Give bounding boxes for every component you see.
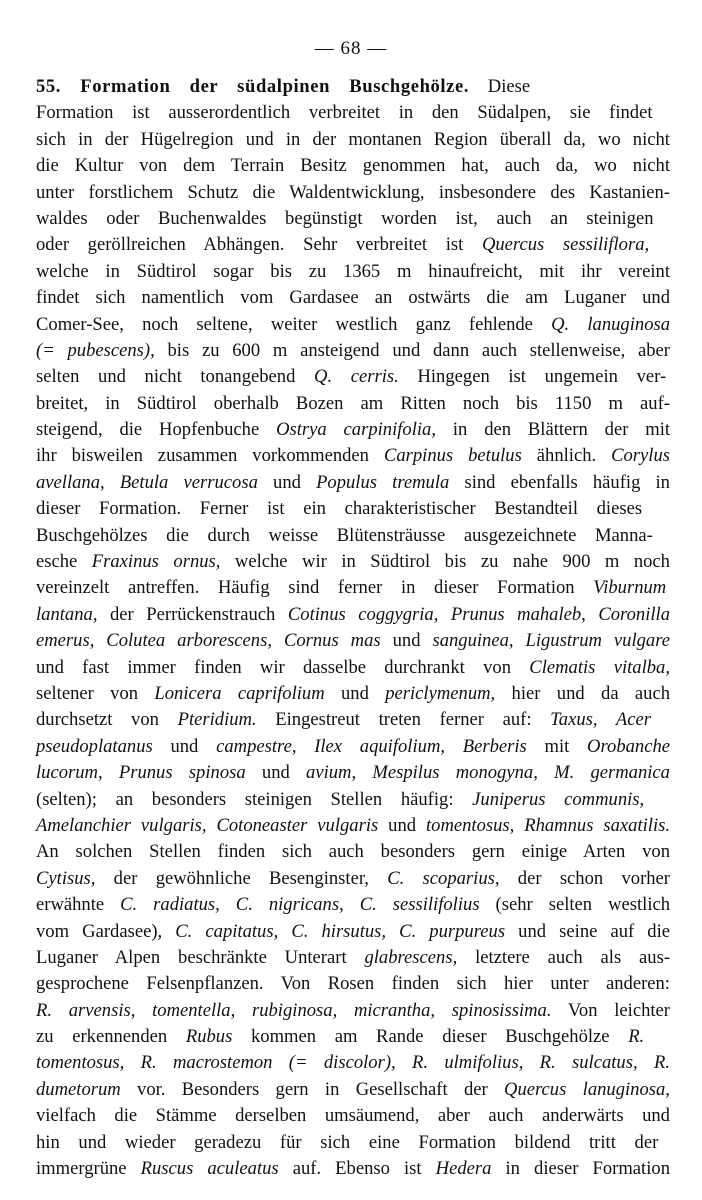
text-segment: vereinzelt antreffen. Häufig sind ferner in dieser Formation: [36, 577, 594, 599]
italic-text: avium, Mespilus monogyna, M. germanica: [306, 762, 670, 784]
text-segment: selten und nicht tonangebend: [36, 366, 315, 388]
italic-text: Ostrya carpinifolia,: [276, 419, 437, 441]
text-segment: in dieser Formation: [491, 1158, 670, 1180]
text-segment: Eingestreut treten ferner auf:: [256, 709, 551, 731]
text-segment: welche wir in Südtirol bis zu nahe 900 m noch: [220, 551, 670, 573]
text-segment: dieser Formation. Ferner ist ein charakteristischer Bestandteil dieses: [36, 498, 643, 520]
italic-text: pseudoplatanus: [36, 735, 153, 757]
italic-text: Populus tremula: [316, 471, 450, 493]
text-line: [36, 285, 670, 311]
italic-text: sanguinea, Ligustrum vulgare: [432, 630, 671, 652]
text-line: [36, 206, 670, 232]
text-line: [36, 760, 670, 786]
italic-text: Clematis vitalba,: [529, 656, 670, 678]
text-segment: und: [324, 682, 386, 704]
italic-text: Ruscus aculeatus: [140, 1158, 279, 1180]
text-segment: und: [152, 735, 217, 757]
text-line: [36, 259, 670, 285]
text-segment: hier und da auch: [495, 682, 671, 704]
text-line: [36, 1103, 670, 1129]
text-segment: Formation ist ausserordentlich verbreitet in den Südalpen, sie findet: [36, 102, 653, 124]
italic-text: Corylus: [611, 445, 670, 467]
italic-text: lucorum, Prunus spinosa: [36, 762, 246, 784]
text-line: [36, 364, 670, 390]
text-segment: Von leichter: [551, 999, 670, 1021]
text-segment: und: [378, 814, 426, 836]
text-line: [36, 971, 670, 997]
italic-text: Rubus: [185, 1026, 233, 1048]
text-line: [36, 734, 670, 760]
italic-text: dumetorum: [36, 1078, 121, 1100]
text-segment: mit: [526, 735, 588, 757]
text-segment: erwähnte: [36, 894, 121, 916]
text-segment: findet sich namentlich vom Gardasee an ostwärts die am Luganer und: [36, 287, 671, 309]
text-line: [36, 628, 670, 654]
text-line: [36, 945, 670, 971]
italic-text: Viburnum: [593, 577, 667, 599]
text-segment: kommen am Rande dieser Buschgehölze: [232, 1026, 629, 1048]
text-line: [36, 153, 670, 179]
italic-text: Orobanche: [587, 735, 671, 757]
text-line: [36, 443, 670, 469]
italic-text: Lonicera caprifolium: [154, 682, 325, 704]
italic-text: Fraxinus ornus,: [91, 551, 221, 573]
italic-text: Q. lanuginosa: [551, 313, 671, 335]
text-line: [36, 100, 670, 126]
text-line: [36, 575, 670, 601]
text-line: [36, 417, 670, 443]
italic-text: C. radiatus, C. nigricans, C. sessilifolius: [120, 894, 480, 916]
text-line: [36, 813, 670, 839]
text-segment: sind ebenfalls häufig in: [449, 471, 670, 493]
text-segment: und: [245, 762, 307, 784]
italic-text: tomentosus, Rhamnus saxatilis.: [425, 814, 671, 836]
text-segment: Luganer Alpen beschränkte Unterart: [36, 946, 365, 968]
text-line: [36, 1050, 670, 1076]
italic-text: Juniperus communis,: [472, 788, 645, 810]
text-line: [36, 1130, 670, 1156]
text-segment: breitet, in Südtirol oberhalb Bozen am Ritten noch bis 1150 m auf-: [36, 392, 670, 414]
text-segment: und fast immer finden wir dasselbe durchrankt von: [36, 656, 530, 678]
text-segment: ihr bisweilen zusammen vorkommenden: [36, 445, 384, 467]
body-text: [36, 74, 670, 1182]
text-line: [36, 1024, 670, 1050]
text-segment: welche in Südtirol sogar bis zu 1365 m hinaufreicht, mit ihr vereint: [36, 260, 670, 282]
text-line: [36, 1077, 670, 1103]
italic-text: avellana, Betula verrucosa: [36, 471, 258, 493]
section-heading-line: [36, 74, 670, 100]
text-segment: steigend, die Hopfenbuche: [36, 419, 277, 441]
text-segment: gesprochene Felsenpflanzen. Von Rosen finden sich hier unter anderen:: [36, 973, 670, 995]
section-heading: 55. Formation der südalpinen Buschgehölze.: [36, 76, 470, 97]
text-line: [36, 312, 670, 338]
text-line: [36, 892, 670, 918]
text-segment: vor. Besonders gern in Gesellschaft der: [120, 1078, 505, 1100]
text-segment: und: [380, 630, 433, 652]
text-line: [36, 602, 670, 628]
italic-text: lantana,: [36, 603, 98, 625]
text-segment: durchsetzt von: [36, 709, 178, 731]
italic-text: Quercus sessiliflora,: [481, 234, 650, 256]
italic-text: Taxus, Acer: [550, 709, 651, 731]
text-segment: vielfach die Stämme derselben umsäumend, aber auch anderwärts und: [36, 1105, 670, 1127]
italic-text: R. arvensis, tomentella, rubiginosa, micrantha, spinosissima.: [36, 999, 552, 1021]
text-line: [36, 496, 670, 522]
text-segment: der gewöhnliche Besenginster,: [95, 867, 388, 889]
italic-text: Cotinus coggygria, Prunus mahaleb, Coronilla: [287, 603, 670, 625]
text-segment: vom Gardasee),: [36, 920, 176, 942]
italic-text: C. scoparius,: [387, 867, 500, 889]
page-number: — 68 —: [314, 38, 388, 59]
italic-text: Amelanchier vulgaris, Cotoneaster vulgaris: [36, 814, 379, 836]
text-segment: immergrüne: [36, 1158, 141, 1180]
text-line: [36, 998, 670, 1024]
text-line: [36, 180, 670, 206]
italic-text: periclymenum,: [385, 682, 496, 704]
text-segment: Hingegen ist ungemein ver-: [398, 366, 667, 388]
text-segment: in den Blättern der mit: [436, 419, 671, 441]
text-segment: seltener von: [36, 682, 155, 704]
text-line: [36, 127, 670, 153]
text-segment: Buschgehölzes die durch weisse Blütensträusse ausgezeichnete Manna-: [36, 524, 653, 546]
text-line: [36, 839, 670, 865]
text-line: [36, 707, 670, 733]
text-line: [36, 338, 670, 364]
italic-text: campestre, Ilex aquifolium, Berberis: [216, 735, 527, 757]
italic-text: tomentosus, R. macrostemon (= discolor), R. ulmifolius, R. sulcatus, R.: [36, 1052, 670, 1074]
text-segment: ähnlich.: [521, 445, 612, 467]
text-line: [36, 391, 670, 417]
text-segment: esche: [36, 551, 92, 573]
italic-text: Hedera: [435, 1158, 492, 1180]
text-segment: (sehr selten westlich: [479, 894, 671, 916]
text-line: [36, 523, 670, 549]
italic-text: emerus, Colutea arborescens, Cornus mas: [36, 630, 381, 652]
text-segment: sich in der Hügelregion und in der montanen Region überall da, wo nicht: [36, 128, 670, 150]
text-line: [36, 549, 670, 575]
text-segment: und: [257, 471, 317, 493]
text-segment: zu erkennenden: [36, 1026, 186, 1048]
text-segment: Comer-See, noch seltene, weiter westlich ganz fehlende: [36, 313, 552, 335]
text-line: [36, 1156, 670, 1182]
text-segment: hin und wieder geradezu für sich eine Formation bildend tritt der: [36, 1131, 659, 1153]
text-line: [36, 470, 670, 496]
text-segment: oder geröllreichen Abhängen. Sehr verbreitet ist: [36, 234, 482, 256]
italic-text: glabrescens,: [364, 946, 458, 968]
text-segment: und seine auf die: [505, 920, 671, 942]
text-segment: die Kultur von dem Terrain Besitz genommen hat, auch da, wo nicht: [36, 155, 670, 177]
text-segment: der schon vorher: [499, 867, 670, 889]
italic-text: Cytisus,: [36, 867, 96, 889]
text-segment: letztere auch als aus-: [457, 946, 671, 968]
text-line: [36, 655, 670, 681]
text-line: [36, 232, 670, 258]
text-line: [36, 787, 670, 813]
text-segment: waldes oder Buchenwaldes begünstigt worden ist, auch an steinigen: [36, 207, 654, 229]
italic-text: Q. cerris.: [314, 366, 399, 388]
text-segment: bis zu 600 m ansteigend und dann auch stellenweise, aber: [154, 339, 670, 361]
italic-text: (= pubescens),: [36, 339, 155, 361]
italic-text: Quercus lanuginosa,: [504, 1078, 670, 1100]
text-segment: An solchen Stellen finden sich auch besonders gern einige Arten von: [36, 841, 671, 863]
text-segment: unter forstlichem Schutz die Waldentwicklung, insbesondere des Kastanien-: [36, 181, 670, 203]
text-segment: der Perrückenstrauch: [97, 603, 288, 625]
text-line: [36, 866, 670, 892]
italic-text: C. capitatus, C. hirsutus, C. purpureus: [175, 920, 506, 942]
text-line: [36, 681, 670, 707]
italic-text: Pteridium.: [177, 709, 257, 731]
italic-text: R.: [628, 1026, 645, 1048]
text-segment: (selten); an besonders steinigen Stellen häufig:: [36, 788, 473, 810]
text-line: [36, 919, 670, 945]
italic-text: Carpinus betulus: [383, 445, 522, 467]
text-segment: Diese: [469, 76, 531, 97]
text-segment: auf. Ebenso ist: [278, 1158, 436, 1180]
